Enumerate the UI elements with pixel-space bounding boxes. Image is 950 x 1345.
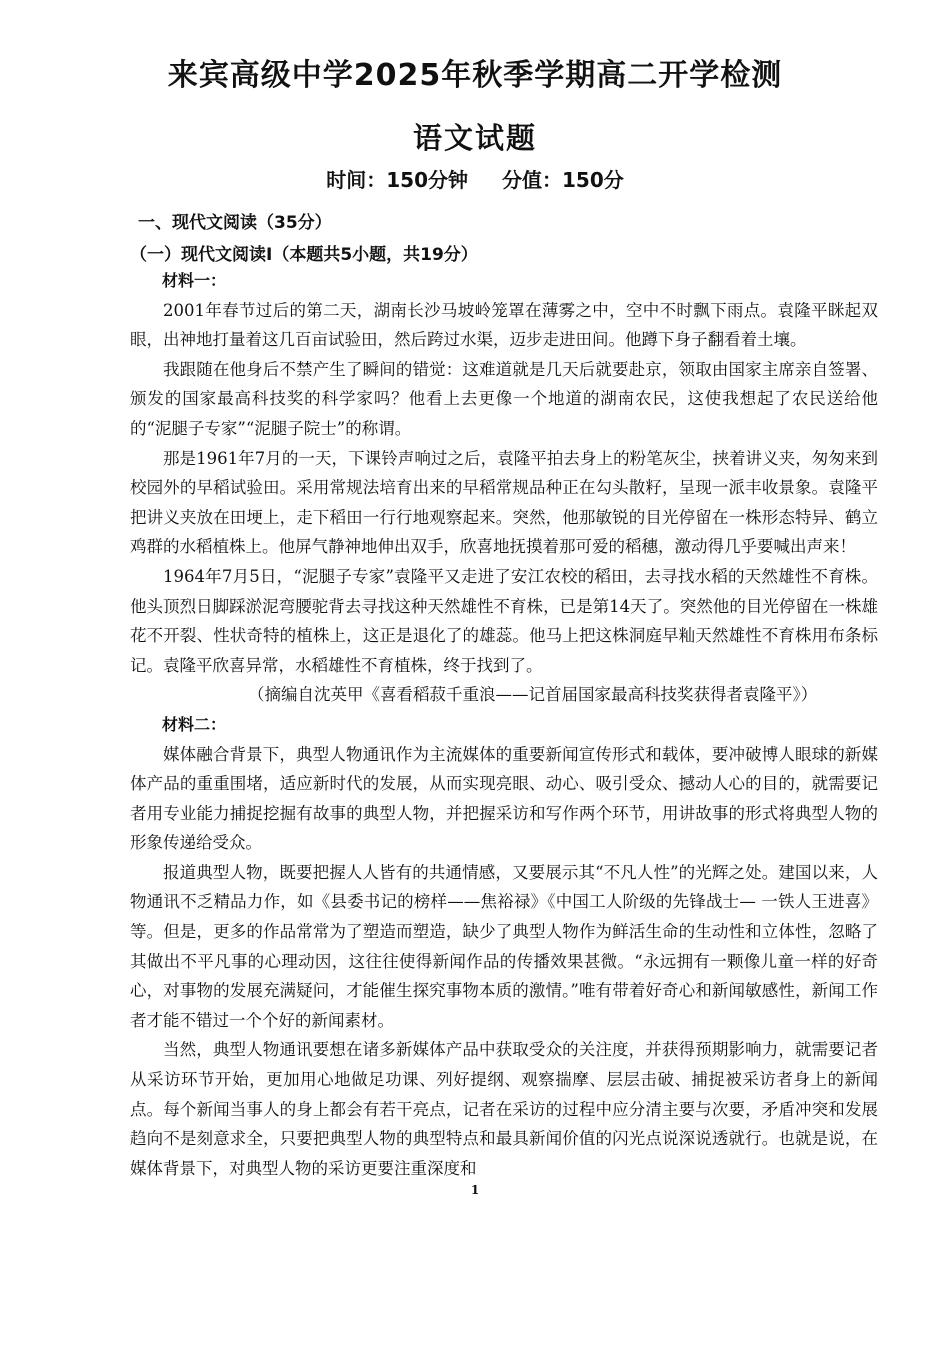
exam-time: 时间：150分钟	[326, 168, 468, 192]
material-one-label: 材料一：	[162, 271, 227, 290]
material-one-paragraph: 我跟随在他身后不禁产生了瞬间的错觉：这难道就是几天后就要赴京，领取由国家主席亲自签署、颁发的国家最高科技奖的科学家吗？他看上去更像一个地道的湖南农民，这使我想起了农民送给他的“泥腿子专家”“泥腿子院士”的称谓。	[130, 359, 878, 438]
material-one-paragraph: 2001年春节过后的第二天，湖南长沙马坡岭笼罩在薄雾之中，空中不时飘下雨点。袁隆平眯起双眼，出神地打量着这几百亩试验田，然后跨过水渠，迈步走进田间。他蹲下身子翻看着土壤。	[130, 300, 878, 350]
exam-title: 来宾高级中学2025年秋季学期高二开学检测	[167, 58, 783, 93]
exam-score: 分值：150分	[502, 168, 624, 192]
subsection-heading: （一）现代文阅读Ⅰ（本题共5小题，共19分）	[130, 245, 478, 265]
section-heading: 一、现代文阅读（35分）	[138, 213, 332, 233]
material-two-label: 材料二：	[162, 714, 227, 734]
exam-subtitle: 语文试题	[412, 121, 537, 155]
material-one-paragraph: 那是1961年7月的一天，下课铃声响过之后，袁隆平拍去身上的粉笔灰尘，挟着讲义夹，匆匆来到校园外的早稻试验田。采用常规法培育出来的早稻常规品种正在勾头散籽，呈现一派丰收景象。袁隆平把讲义夹放在田埂上，走下稻田一行行地观察起来。突然，他那敏锐的目光停留在一株形态特异、鹤立鸡群的水稻植株上。他屏气静神地伸出双手，欣喜地抚摸着那可爱的稻穗，激动得几乎要喊出声来！	[130, 448, 878, 557]
material-two-paragraph: 报道典型人物，既要把握人人皆有的共通情感，又要展示其“不凡人性”的光辉之处。建国以来，人物通讯不乏精品力作，如《县委书记的榜样——焦裕禄》《中国工人阶级的先锋战士— 一铁人王进喜》等。但是，更多的作品常常为了塑造而塑造，缺少了典型人物作为鲜活生命的生动性和立体性，忽略了其做出不平凡事的心理动因，这往往使得新闻作品的传播效果甚微。“永远拥有一颗像儿童一样的好奇心，对事物的发展充满疑问，才能催生探究事物本质的激情。”唯有带着好奇心和新闻敏感性，新闻工作者才能不错过一个个好的新闻素材。	[130, 862, 878, 1030]
material-one-source: （摘编自沈英甲《喜看稻菽千重浪——记首届国家最高科技奖获得者袁隆平》）	[248, 685, 818, 705]
page-number: 1	[470, 1183, 480, 1197]
material-one-paragraph: 1964年7月5日，“泥腿子专家”袁隆平又走进了安江农校的稻田，去寻找水稻的天然雄性不育株。他头顶烈日脚踩淤泥弯腰驼背去寻找这种天然雄性不育株，已是第14天了。突然他的目光停留在一株雄花不开裂、性状奇特的植株上，这正是退化了的雄蕊。他马上把这株洞庭早籼天然雄性不育株用布条标记。袁隆平欣喜异常，水稻雄性不育植株，终于找到了。	[130, 566, 878, 675]
material-two-paragraph: 当然，典型人物通讯要想在诸多新媒体产品中获取受众的关注度，并获得预期影响力，就需要记者从采访环节开始，更加用心地做足功课、列好提纲、观察揣摩、层层击破、捕捉被采访者身上的新闻点。每个新闻当事人的身上都会有若干亮点，记者在采访的过程中应分清主要与次要，矛盾冲突和发展趋向不是刻意求全，只要把典型人物的典型特点和最具新闻价值的闪光点说深说透就行。也就是说，在媒体背景下，对典型人物的采访更要注重深度和	[130, 1040, 878, 1178]
material-two-paragraph: 媒体融合背景下，典型人物通讯作为主流媒体的重要新闻宣传形式和载体，要冲破博人眼球的新媒体产品的重重围堵，适应新时代的发展，从而实现亮眼、动心、吸引受众、撼动人心的目的，就需要记者用专业能力捕捉挖掘有故事的典型人物，并把握采访和写作两个环节，用讲故事的形式将典型人物的形象传递给受众。	[130, 744, 878, 853]
reading-passage	[130, 266, 878, 1183]
exam-meta	[0, 164, 950, 193]
